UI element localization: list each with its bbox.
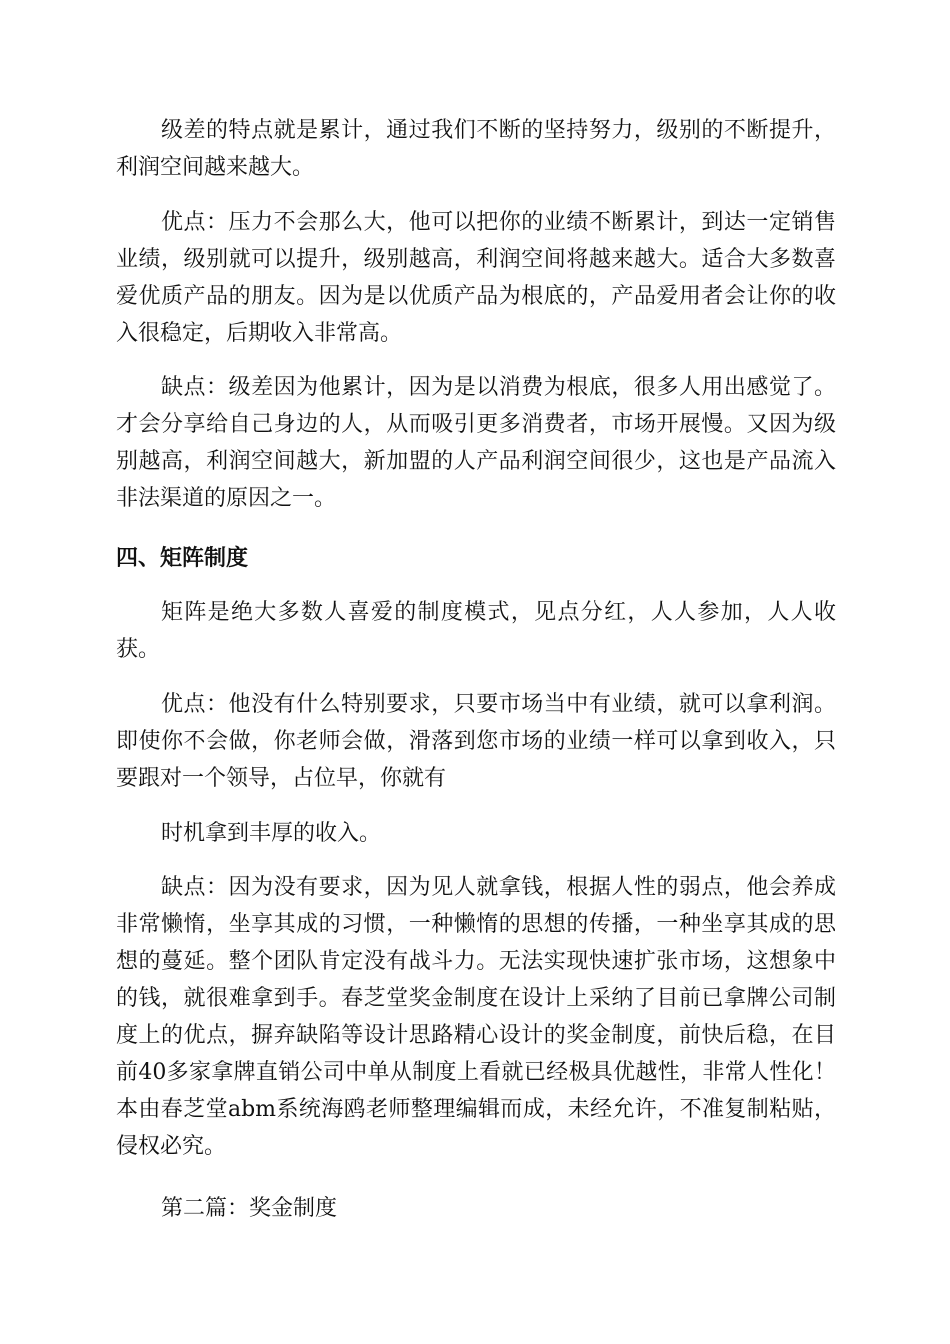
paragraph-matrix-disadvantages: 缺点：因为没有要求，因为见人就拿钱，根据人性的弱点，他会养成非常懒惰，坐享其成的习惯，一种懒惰的思想的传播，一种坐享其成的思想的蔓延。整个团队肯定没有战斗力。无法实现快速扩张市场，这想象中的钱，就很难拿到手。春芝堂奖金制度在设计上采纳了目前已拿牌公司制度上的优点，摒弃缺陷等设计思路精心设计的奖金制度，前快后稳，在目前40多家拿牌直销公司中单从制度上看就已经极具优越性，非常人性化！本由春芝堂abm系统海鸥老师整理编辑而成，未经允许，不准复制粘贴，侵权必究。 bbox=[116, 875, 836, 1159]
paragraph-matrix-advantages-continued: 时机拿到丰厚的收入。 bbox=[161, 821, 382, 846]
paragraph-level-difference-disadvantages: 缺点：级差因为他累计，因为是以消费为根底，很多人用出感觉了。才会分享给自己身边的人，从而吸引更多消费者，市场开展慢。又因为级别越高，利润空间越大，新加盟的人产品利润空间很少，这也是产品流入非法渠道的原因之一。 bbox=[116, 375, 836, 511]
section-heading-matrix-system: 四、矩阵制度 bbox=[116, 546, 249, 571]
paragraph-matrix-advantages: 优点：他没有什么特别要求，只要市场当中有业绩，就可以拿利润。即使你不会做，你老师会做，滑落到您市场的业绩一样可以拿到收入，只要跟对一个领导，占位早，你就有 bbox=[116, 692, 836, 791]
paragraph-matrix-intro: 矩阵是绝大多数人喜爱的制度模式，见点分红，人人参加，人人收获。 bbox=[116, 600, 836, 662]
paragraph-level-difference-feature: 级差的特点就是累计，通过我们不断的坚持努力，级别的不断提升，利润空间越来越大。 bbox=[116, 118, 836, 180]
paragraph-chapter-two-title: 第二篇：奖金制度 bbox=[161, 1196, 338, 1221]
paragraph-level-difference-advantages: 优点：压力不会那么大，他可以把你的业绩不断累计，到达一定销售业绩，级别就可以提升，级别越高，利润空间将越来越大。适合大多数喜爱优质产品的朋友。因为是以优质产品为根底的，产品爱用者会让你的收入很稳定，后期收入非常高。 bbox=[116, 210, 836, 346]
